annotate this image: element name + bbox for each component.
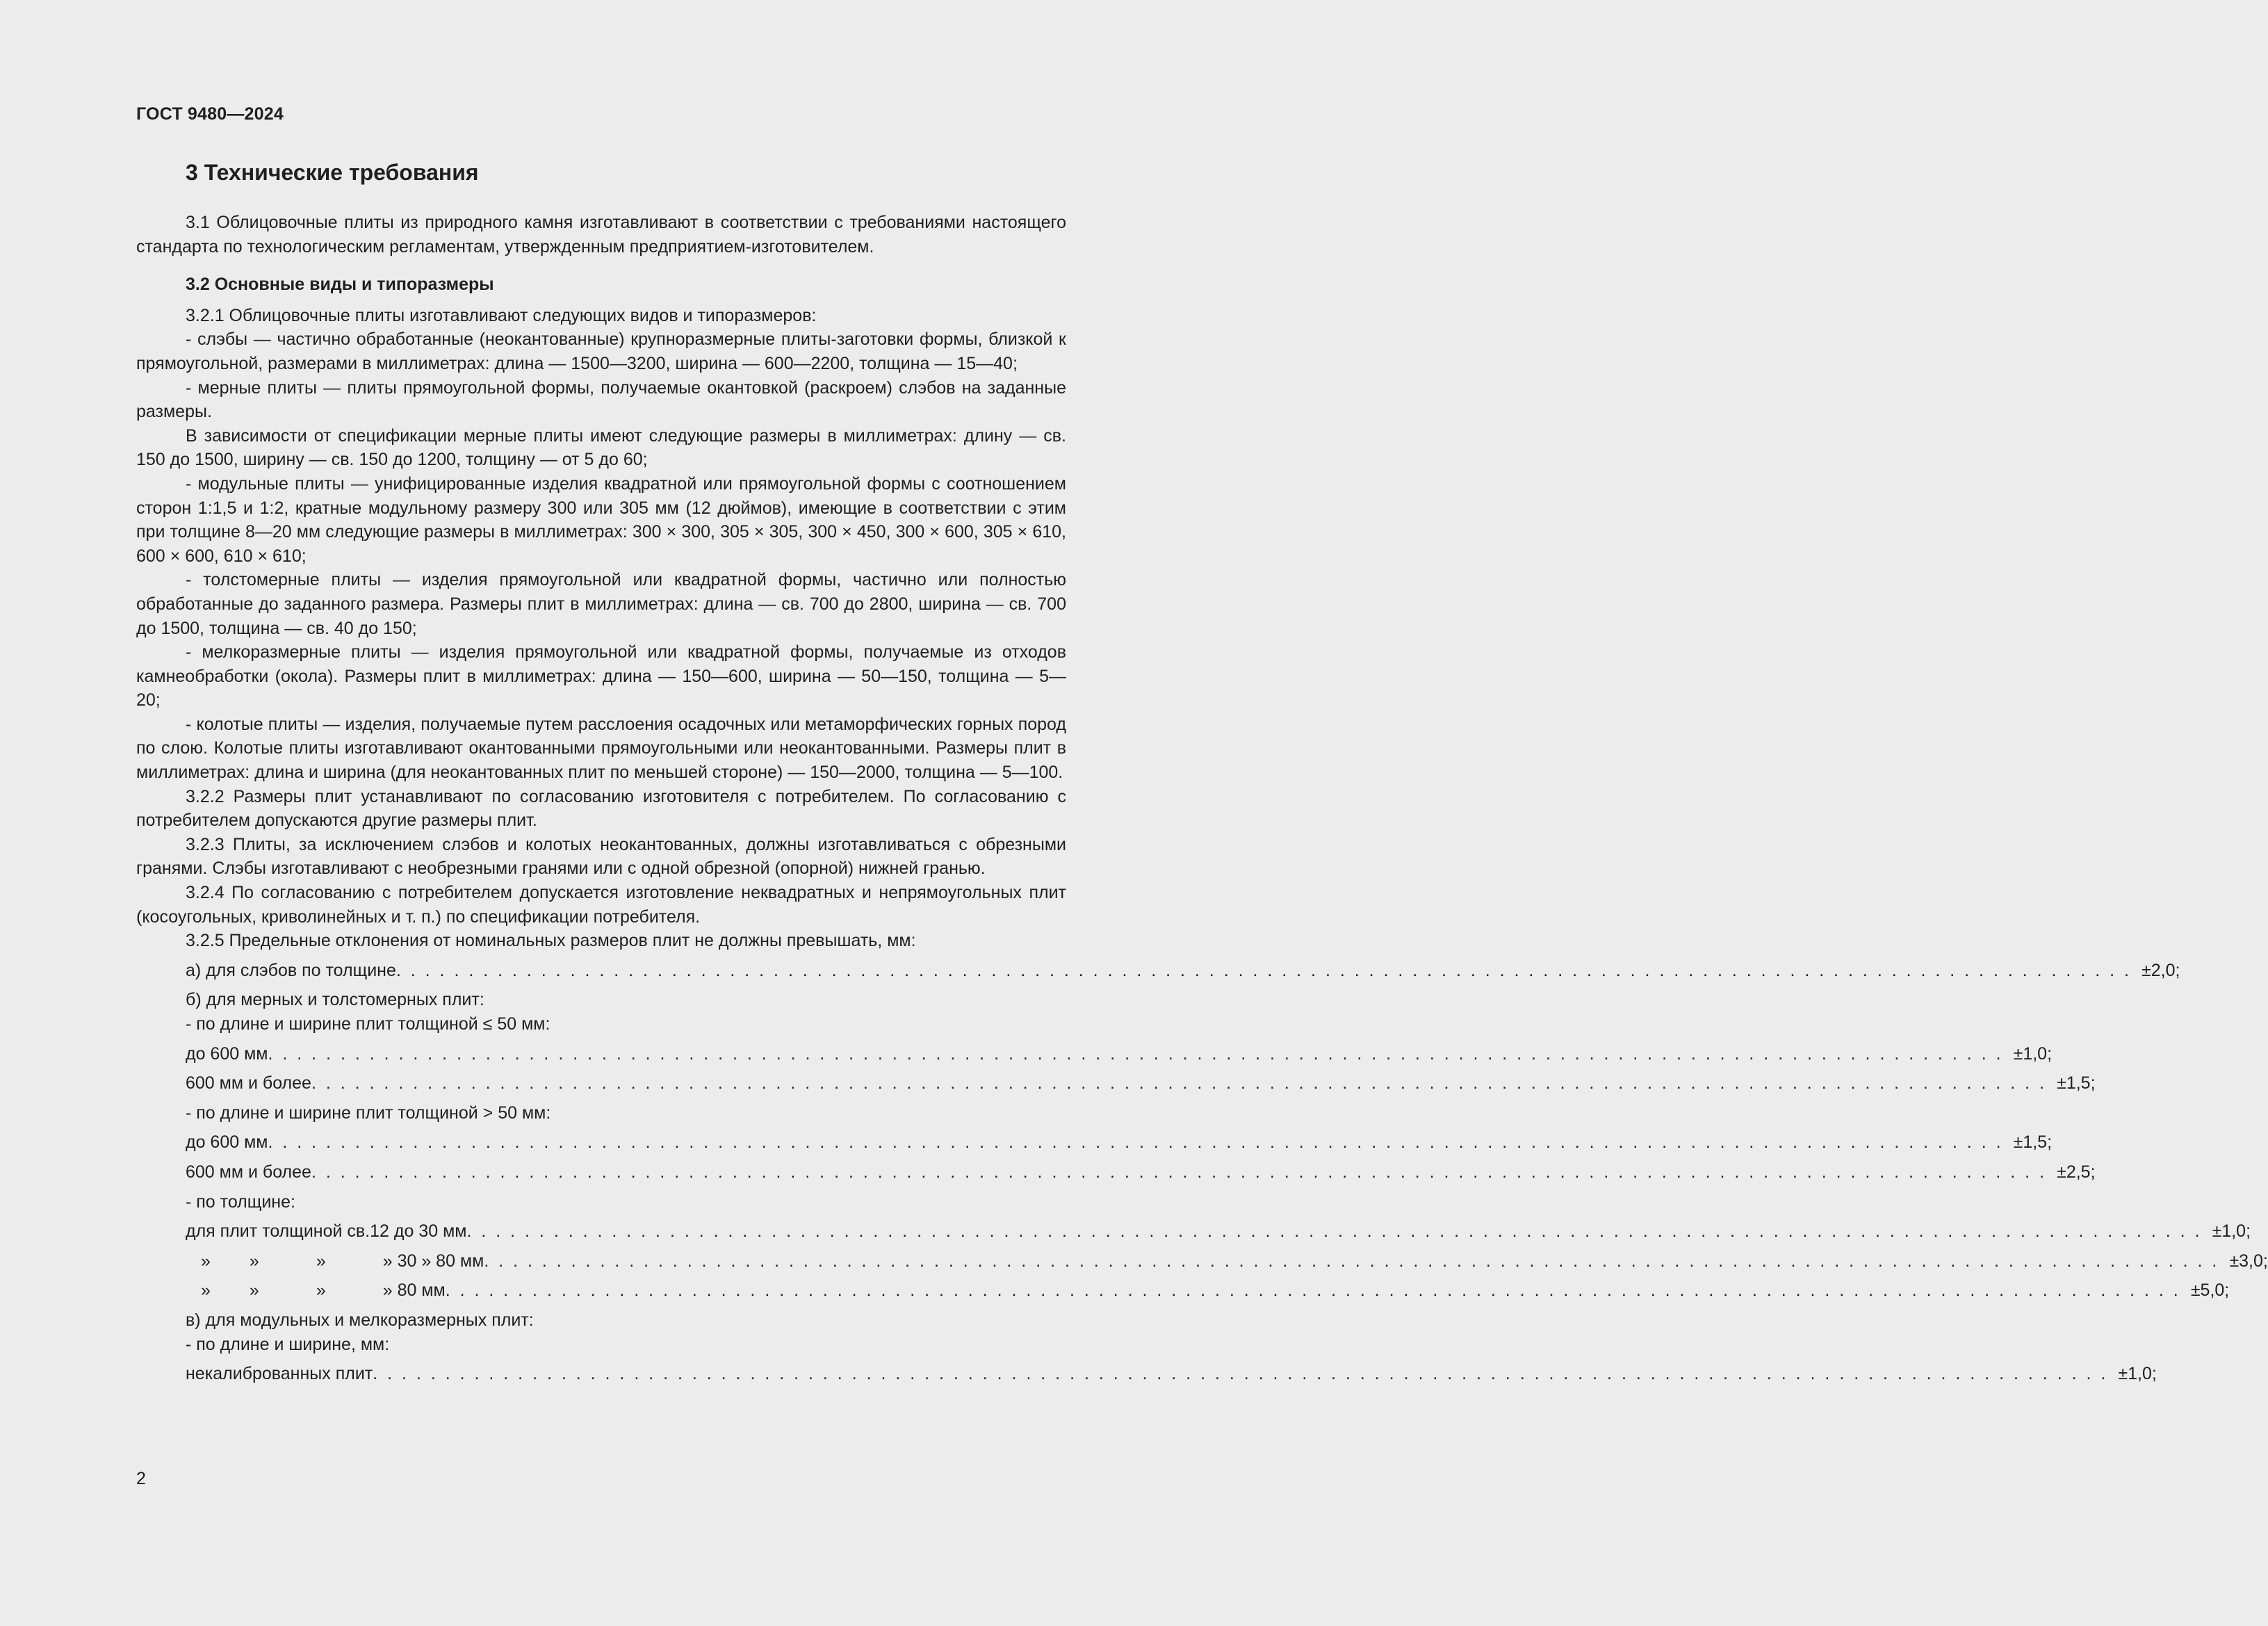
tolerance-row: до 600 мм . . . . . . . . . . . . . . . . . . . . . . . . . . . . . . . . . . . . . . . . . . . . . . . . . . . . . . . . . . . . . . . . . . . . . . . . . . . . . . . . . . . . . . . . . . . . . . . . . . . . . . . . . . . . . . . . . . . . . . . . ±1,5; (186, 1130, 1024, 1155)
dot-leader: . . . . . . . . . . . . . . . . . . . . . . . . . . . . . . . . . . . . . . . . . . . . . . . . . . . . . . . . . . . . . . . . . . . . . . . . . . . . . . . . . . . . . . . . . . . . . . . . . . . . . . . . . . . . . . . . . . . . . . . . (484, 1251, 2219, 1271)
tolerance-row: » » » » 30 » 80 мм . . . . . . . . . . . . . . . . . . . . . . . . . . . . . . . . . . . . . . . . . . . . . . . . . . . . . . . . . . . . . . . . . . . . . . . . . . . . . . . . . . . . . . . . . . . . . . . . . . . . . . . . . . . . . . . . . . . . . . . . ±3,0; (186, 1249, 1024, 1274)
dot-leader: . . . . . . . . . . . . . . . . . . . . . . . . . . . . . . . . . . . . . . . . . . . . . . . . . . . . . . . . . . . . . . . . . . . . . . . . . . . . . . . . . . . . . . . . . . . . . . . . . . . . . . . . . . . . . . . . . . . . . . . . (445, 1281, 2181, 1301)
paragraph-3-2-2: 3.2.2 Размеры плит устанавливают по согласованию изготовителя с потребителем. По согласованию с потребителем допускаются другие размеры плит. (136, 786, 1066, 831)
tolerance-row: для плит толщиной св.12 до 30 мм . . . . . . . . . . . . . . . . . . . . . . . . . . . . . . . . . . . . . . . . . . . . . . . . . . . . . . . . . . . . . . . . . . . . . . . . . . . . . . . . . . . . . . . . . . . . . . . . . . . . . . . . . . . . . . . . . . . . . . . . ±1,0; (186, 1219, 1024, 1244)
dot-leader: . . . . . . . . . . . . . . . . . . . . . . . . . . . . . . . . . . . . . . . . . . . . . . . . . . . . . . . . . . . . . . . . . . . . . . . . . . . . . . . . . . . . . . . . . . . . . . . . . . . . . . . . . . . . . . . . . . . . . . . . (373, 1364, 2108, 1384)
document-code: ГОСТ 9480—2024 (136, 104, 284, 124)
paragraph-3-2-1: 3.2.1 Облицовочные плиты изготавливают следующих видов и типоразмеров: (186, 305, 817, 325)
dot-leader: . . . . . . . . . . . . . . . . . . . . . . . . . . . . . . . . . . . . . . . . . . . . . . . . . . . . . . . . . . . . . . . . . . . . . . . . . . . . . . . . . . . . . . . . . . . . . . . . . . . . . . . . . . . . . . . . . . . . . . . . (311, 1162, 2047, 1182)
paragraph-3-2-5: 3.2.5 Предельные отклонения от номинальных размеров плит не должны превышать, мм: (186, 931, 916, 951)
paragraph-3-1: 3.1 Облицовочные плиты из природного камня изготавливают в соответствии с требованиями настоящего стандарта по технологическим регламентам, утвержденным предприятием-изготовителем. (136, 213, 1066, 257)
paragraph-3-2-3: 3.2.3 Плиты, за исключением слэбов и колотых неокантованных, должны изготавливаться с обрезными гранями. Слэбы изготавливают с необрезными гранями или с одной обрезной (опорной) нижней гранью. (136, 834, 1066, 879)
dot-leader: . . . . . . . . . . . . . . . . . . . . . . . . . . . . . . . . . . . . . . . . . . . . . . . . . . . . . . . . . . . . . . . . . . . . . . . . . . . . . . . . . . . . . . . . . . . . . . . . . . . . . . . . . . . . . . . . . . . . . . . . (466, 1221, 2203, 1242)
page-number: 2 (136, 1469, 146, 1488)
dot-leader: . . . . . . . . . . . . . . . . . . . . . . . . . . . . . . . . . . . . . . . . . . . . . . . . . . . . . . . . . . . . . . . . . . . . . . . . . . . . . . . . . . . . . . . . . . . . . . . . . . . . . . . . . . . . . . . . . . . . . . . . (268, 1132, 2004, 1153)
paragraph-3-2-4: 3.2.4 По согласованию с потребителем допускается изготовление неквадратных и непрямоугольных плит (косоугольных, криволинейных и т. п.) по спецификации потребителя. (136, 883, 1066, 927)
tolerance-row: некалиброванных плит . . . . . . . . . . . . . . . . . . . . . . . . . . . . . . . . . . . . . . . . . . . . . . . . . . . . . . . . . . . . . . . . . . . . . . . . . . . . . . . . . . . . . . . . . . . . . . . . . . . . . . . . . . . . . . . . . . . . . . . . ±1,0; (186, 1362, 1024, 1386)
dot-leader: . . . . . . . . . . . . . . . . . . . . . . . . . . . . . . . . . . . . . . . . . . . . . . . . . . . . . . . . . . . . . . . . . . . . . . . . . . . . . . . . . . . . . . . . . . . . . . . . . . . . . . . . . . . . . . . . . . . . . . . . (268, 1043, 2004, 1064)
tolerance-sub-label: - по длине и ширине, мм: (186, 1334, 390, 1354)
tolerance-row: 600 мм и более . . . . . . . . . . . . . . . . . . . . . . . . . . . . . . . . . . . . . . . . . . . . . . . . . . . . . . . . . . . . . . . . . . . . . . . . . . . . . . . . . . . . . . . . . . . . . . . . . . . . . . . . . . . . . . . . . . . . . . . . ±1,5; (186, 1071, 1024, 1096)
paragraph-spec: В зависимости от спецификации мерные плиты имеют следующие размеры в миллиметрах: длину — св. 150 до 1500, ширину — св. 150 до 1200, толщину — от 5 до 60; (136, 425, 1066, 470)
tolerance-group-label: б) для мерных и толстомерных плит: (186, 990, 484, 1010)
tolerance-row: а) для слэбов по толщине . . . . . . . . . . . . . . . . . . . . . . . . . . . . . . . . . . . . . . . . . . . . . . . . . . . . . . . . . . . . . . . . . . . . . . . . . . . . . . . . . . . . . . . . . . . . . . . . . . . . . . . . . . . . . . . . . . . . . . . . ±2,0; (186, 959, 1024, 983)
dot-leader: . . . . . . . . . . . . . . . . . . . . . . . . . . . . . . . . . . . . . . . . . . . . . . . . . . . . . . . . . . . . . . . . . . . . . . . . . . . . . . . . . . . . . . . . . . . . . . . . . . . . . . . . . . . . . . . . . . . . . . . . (395, 960, 2132, 980)
tolerance-sub-label: - по длине и ширине плит толщиной > 50 мм: (186, 1103, 551, 1123)
list-item-slebs: - слэбы — частично обработанные (неокантованные) крупноразмерные плиты-заготовки формы, близкой к прямоугольной, размерами в миллиметрах: длина — 1500—3200, ширина — 600—2200, толщина — 15—40; (136, 330, 1066, 373)
list-item-modul: - модульные плиты — унифицированные изделия квадратной или прямоугольной формы с соотношением сторон 1:1,5 и 1:2, кратные модульному размеру 300 или 305 мм (12 дюймов), имеющие в соответствии с этим при толщине 8—20 мм следующие размеры в миллиметрах: 300 × 300, 305 × 305, 300 × 450, 300 × 600, 305 × 610, 600 × 600, 610 × 610; (136, 473, 1066, 566)
tolerance-sub-label: - по длине и ширине плит толщиной ≤ 50 мм: (186, 1014, 550, 1034)
list-item-melkorazmernye: - мелкоразмерные плиты — изделия прямоугольной или квадратной формы, получаемые из отходов камнеобработки (окола). Размеры плит в миллиметрах: длина — 150—600, ширина — 50—150, толщина — 5—20; (136, 642, 1066, 710)
tolerance-group-label: в) для модульных и мелкоразмерных плит: (186, 1310, 534, 1330)
list-item-mernye: - мерные плиты — плиты прямоугольной формы, получаемые окантовкой (раскроем) слэбов на заданные размеры. (136, 377, 1066, 422)
dot-leader: . . . . . . . . . . . . . . . . . . . . . . . . . . . . . . . . . . . . . . . . . . . . . . . . . . . . . . . . . . . . . . . . . . . . . . . . . . . . . . . . . . . . . . . . . . . . . . . . . . . . . . . . . . . . . . . . . . . . . . . . (311, 1073, 2047, 1094)
tolerance-sub-label: - по толщине: (186, 1192, 295, 1212)
tolerance-row: до 600 мм . . . . . . . . . . . . . . . . . . . . . . . . . . . . . . . . . . . . . . . . . . . . . . . . . . . . . . . . . . . . . . . . . . . . . . . . . . . . . . . . . . . . . . . . . . . . . . . . . . . . . . . . . . . . . . . . . . . . . . . . ±1,0; (186, 1042, 1024, 1066)
list-item-tolstomernye: - толстомерные плиты — изделия прямоугольной или квадратной формы, частично или полностью обработанные до заданного размера. Размеры плит в миллиметрах: длина — св. 700 до 2800, ширина — св. 700 до 1500, толщина — св. 40 до 150; (136, 570, 1066, 638)
tolerance-row: » » » » 80 мм . . . . . . . . . . . . . . . . . . . . . . . . . . . . . . . . . . . . . . . . . . . . . . . . . . . . . . . . . . . . . . . . . . . . . . . . . . . . . . . . . . . . . . . . . . . . . . . . . . . . . . . . . . . . . . . . . . . . . . . . ±5,0; (186, 1278, 1024, 1303)
subsection-title-3-2: 3.2 Основные виды и типоразмеры (186, 275, 494, 295)
section-title: 3 Технические требования (186, 160, 479, 185)
list-item-kolotye: - колотые плиты — изделия, получаемые путем расслоения осадочных или метаморфических горных пород по слою. Колотые плиты изготавливают окантованными прямоугольными или неокантованными. Размеры плит в миллиметрах: длина и ширина (для неокантованных плит по меньшей стороне) — 150—2000, толщина — 5—100. (136, 714, 1066, 783)
document-body (136, 158, 2268, 1386)
tolerance-row: 600 мм и более . . . . . . . . . . . . . . . . . . . . . . . . . . . . . . . . . . . . . . . . . . . . . . . . . . . . . . . . . . . . . . . . . . . . . . . . . . . . . . . . . . . . . . . . . . . . . . . . . . . . . . . . . . . . . . . . . . . . . . . . ±2,5; (186, 1160, 1024, 1185)
